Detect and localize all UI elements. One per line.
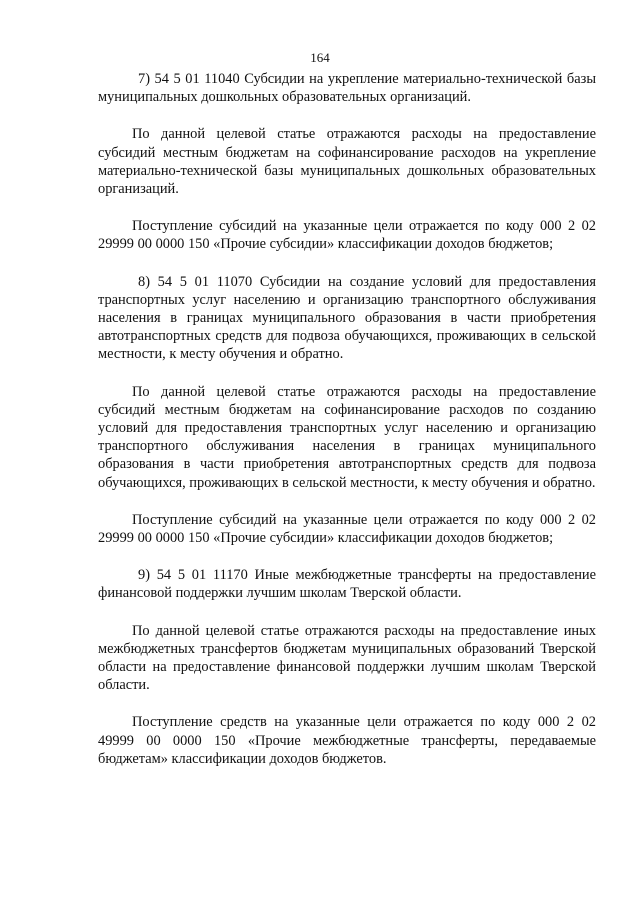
section-9-revenue: Поступление средств на указанные цели отражается по коду 000 2 02 49999 00 0000 150 «Прочие межбюджетные трансферты, передаваемые бюджетам» классификации доходов бюджетов. — [98, 714, 596, 767]
section-8-revenue: Поступление субсидий на указанные цели отражается по коду 000 2 02 29999 00 0000 150 «Прочие субсидии» классификации доходов бюджетов; — [98, 511, 596, 547]
section-8-heading: 8) 54 5 01 11070 Субсидии на создание условий для предоставления транспортных услуг населению и организацию транспортного обслуживания населения в границах муниципального образования в части приобретения автотранспортных средств для подвоза обучающихся, проживающих в сельской местности, к месту обучения и обратно. — [98, 273, 596, 363]
section-7-heading: 7) 54 5 01 11040 Субсидии на укрепление материально-технической базы муниципальных дошкольных образовательных организаций. — [98, 71, 596, 106]
section-8-description: По данной целевой статье отражаются расходы на предоставление субсидий местным бюджетам на софинансирование расходов по созданию условий для предоставления транспортных услуг населению и организацию транспортного обслуживания населения в границах муниципального образования в части приобретения автотранспортных средств для подвоза обучающихся, проживающих в сельской местности, к месту обучения и обратно. — [98, 383, 596, 491]
section-9-description: По данной целевой статье отражаются расходы на предоставление иных межбюджетных трансфертов бюджетам муниципальных образований Тверской области на предоставление финансовой поддержки лучшим школам Тверской области. — [98, 622, 596, 694]
section-9-heading: 9) 54 5 01 11170 Иные межбюджетные трансферты на предоставление финансовой поддержки лучшим школам Тверской области. — [98, 567, 596, 602]
section-7-description: По данной целевой статье отражаются расходы на предоставление субсидий местным бюджетам на софинансирование расходов на укрепление материально-технической базы муниципальных дошкольных образовательных организаций. — [98, 126, 596, 198]
page-number: 164 — [310, 50, 330, 65]
document-body — [98, 70, 596, 787]
section-7-revenue: Поступление субсидий на указанные цели отражается по коду 000 2 02 29999 00 0000 150 «Прочие субсидии» классификации доходов бюджетов; — [98, 218, 596, 253]
